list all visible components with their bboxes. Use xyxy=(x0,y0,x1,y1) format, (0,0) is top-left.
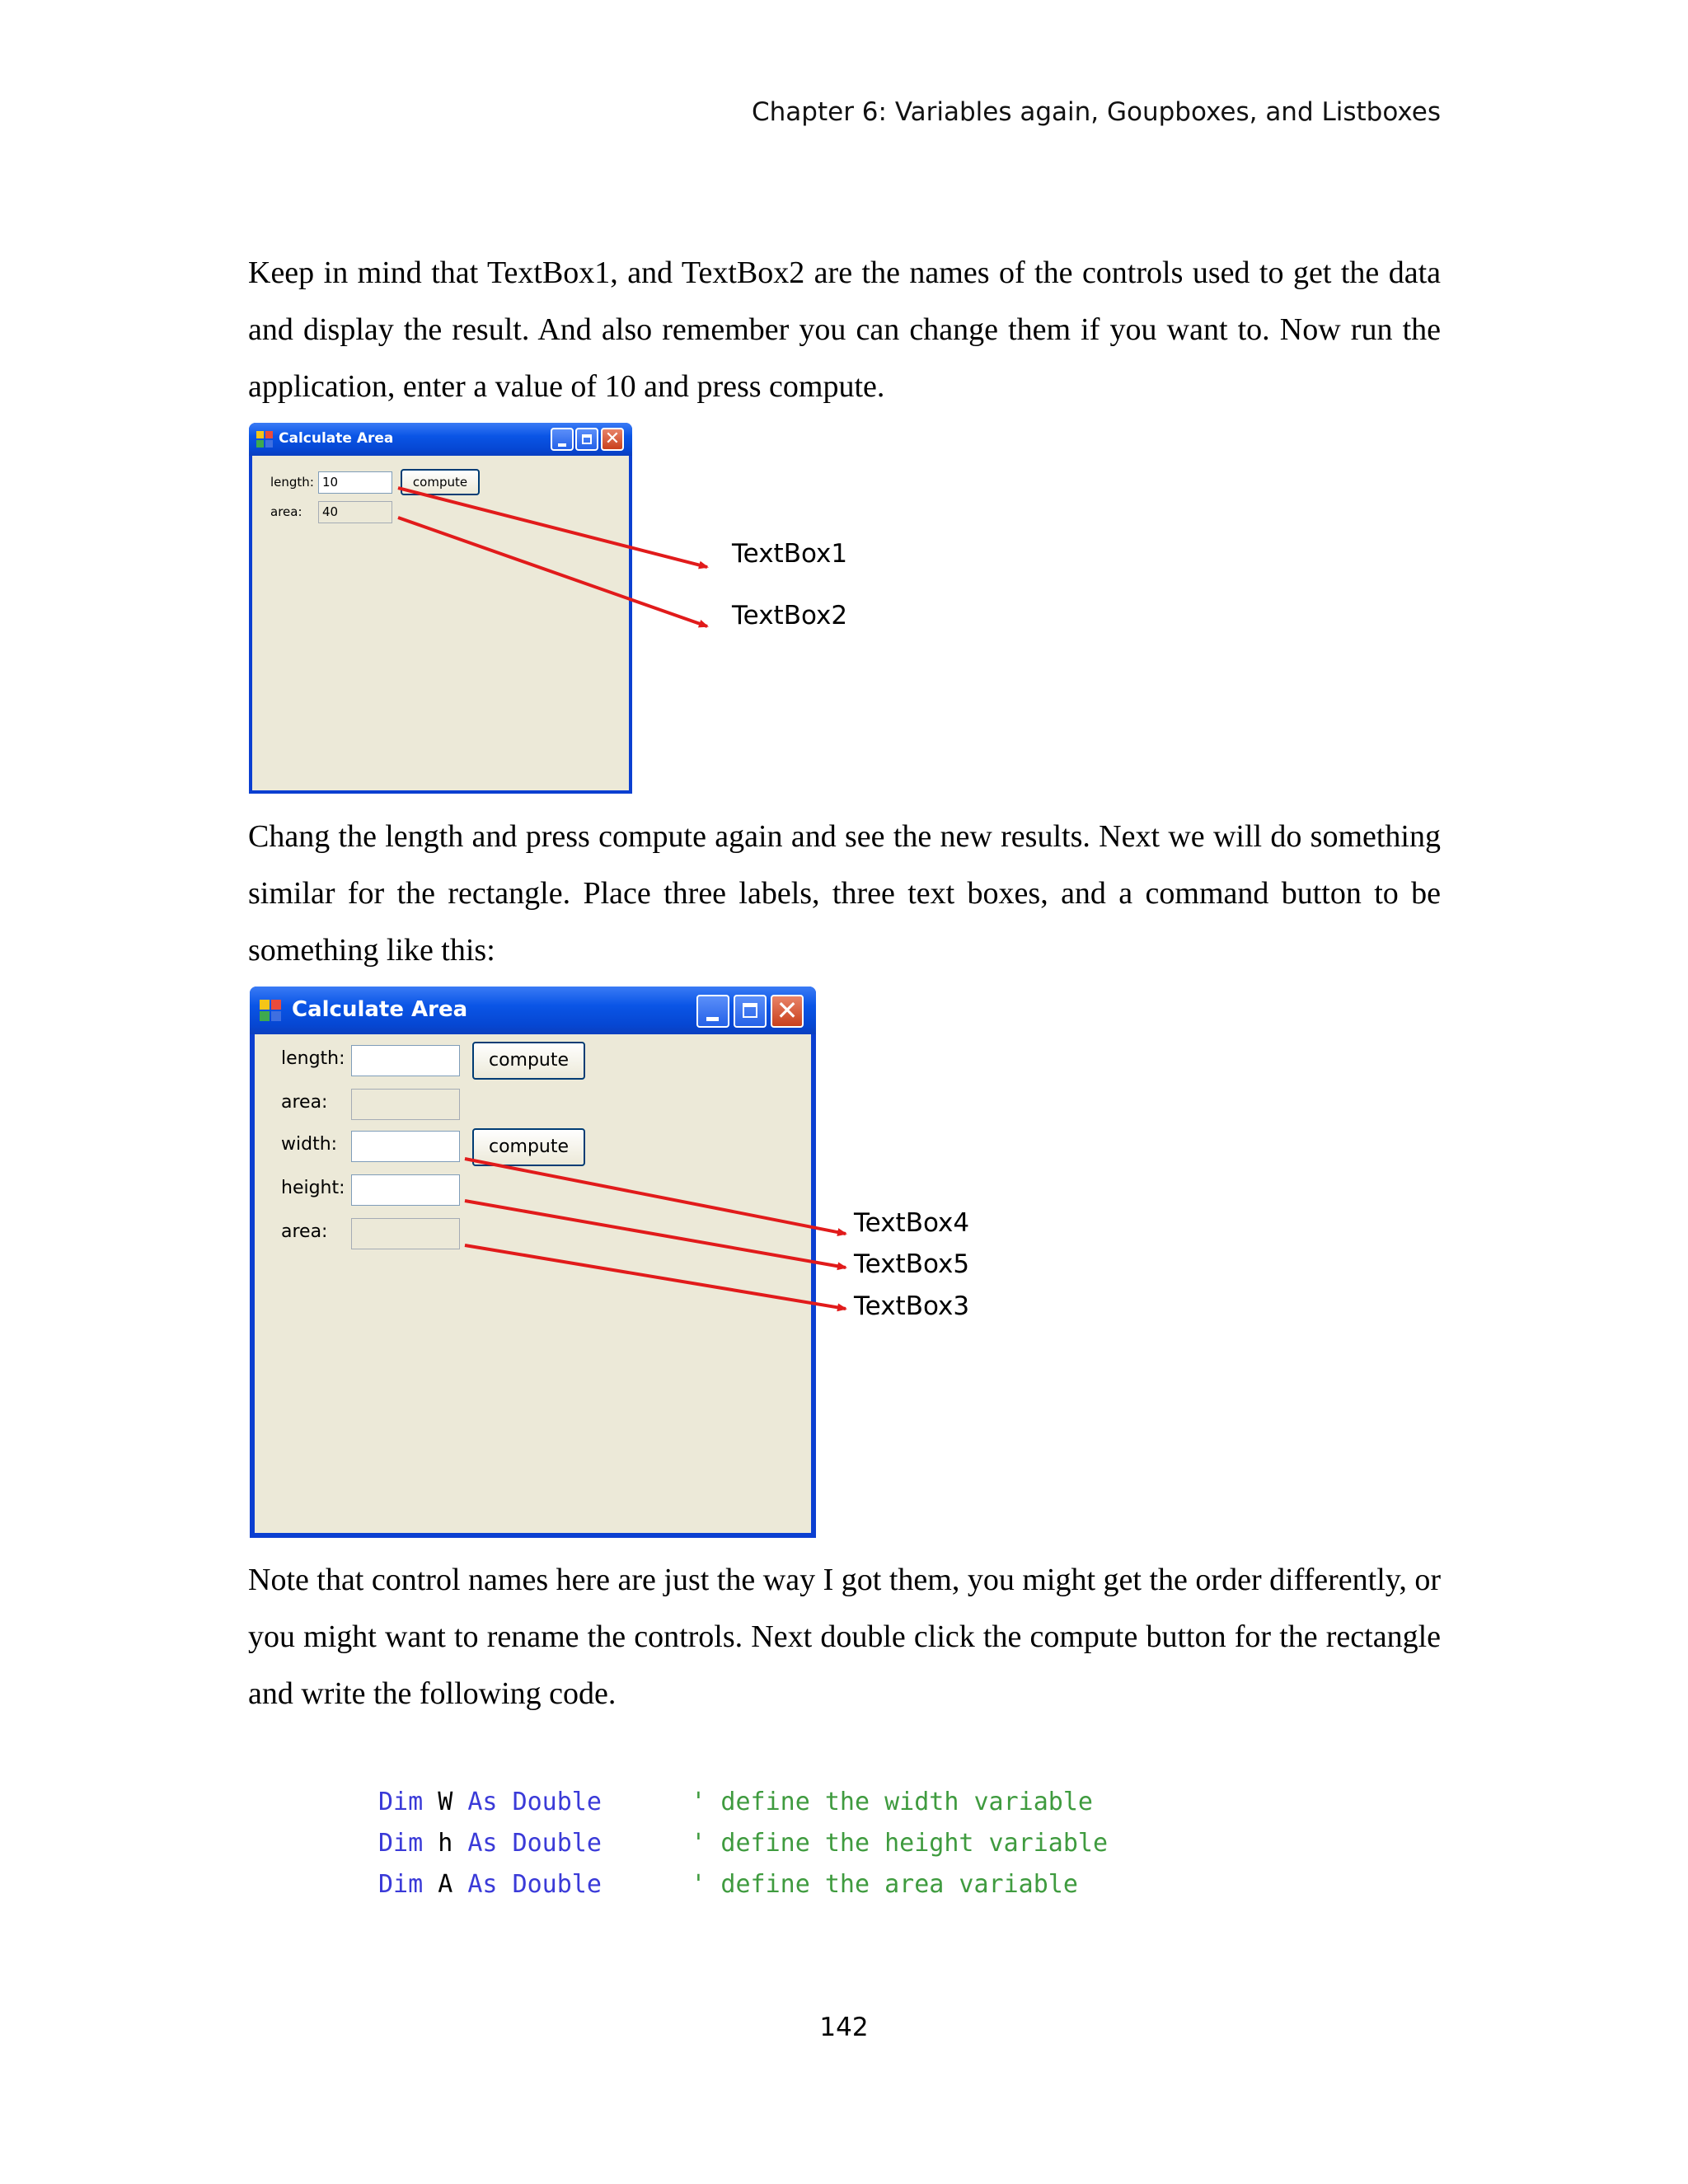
arrow-textbox5 xyxy=(465,1201,846,1268)
area2-label: area: xyxy=(281,1221,328,1242)
paragraph-1: Keep in mind that TextBox1, and TextBox2 are the names of the controls used to get the data and display the result. And also remember you can change them if you want to. Now run the application, enter a value of 10 and press compute. xyxy=(248,255,1441,404)
code-line-3: Dim A As Double ' define the area variable xyxy=(378,1870,1078,1899)
arrow-textbox4 xyxy=(465,1159,846,1234)
height-label: height: xyxy=(281,1178,345,1198)
page-number: 142 xyxy=(819,2013,869,2042)
annotation-textbox1: TextBox1 xyxy=(732,539,848,569)
annotation-textbox2: TextBox2 xyxy=(732,601,848,630)
annotation-textbox3: TextBox3 xyxy=(854,1291,970,1321)
close-icon: ✕ xyxy=(776,995,799,1026)
arrow-textbox1 xyxy=(398,488,707,567)
code-line-1: Dim W As Double ' define the width variable xyxy=(378,1788,1093,1816)
code-line-2: Dim h As Double ' define the height variable xyxy=(378,1829,1109,1858)
window-title: Calculate Area xyxy=(279,430,394,447)
close-icon: ✕ xyxy=(604,429,621,449)
width-label: width: xyxy=(281,1134,338,1155)
paragraph-3: Note that control names here are just the way I got them, you might get the order differently, or you might want to rename the controls. Next double click the compute button for the rectangle and write the following code. xyxy=(248,1563,1441,1711)
arrow-textbox2 xyxy=(398,518,707,626)
compute-button[interactable]: compute xyxy=(401,469,480,495)
area-label: area: xyxy=(281,1092,328,1113)
chapter-header: Chapter 6: Variables again, Goupboxes, and Listboxes xyxy=(752,97,1441,127)
textbox2-area-output: 40 xyxy=(318,501,392,523)
annotation-textbox4: TextBox4 xyxy=(854,1208,970,1238)
length-label: length: xyxy=(281,1048,345,1069)
compute-button-rectangle[interactable]: compute xyxy=(472,1128,585,1166)
paragraph-2: Chang the length and press compute again and see the new results. Next we will do something similar for the rectangle. Place three labels, three text boxes, and a command button to be something like this: xyxy=(248,819,1441,968)
area-label: area: xyxy=(270,504,302,519)
annotation-textbox5: TextBox5 xyxy=(854,1249,970,1279)
arrow-textbox3 xyxy=(465,1245,846,1309)
compute-button-area[interactable]: compute xyxy=(472,1042,585,1080)
textbox1-length-input[interactable]: 10 xyxy=(318,471,392,494)
window-title: Calculate Area xyxy=(292,997,468,1022)
length-label: length: xyxy=(270,475,314,490)
